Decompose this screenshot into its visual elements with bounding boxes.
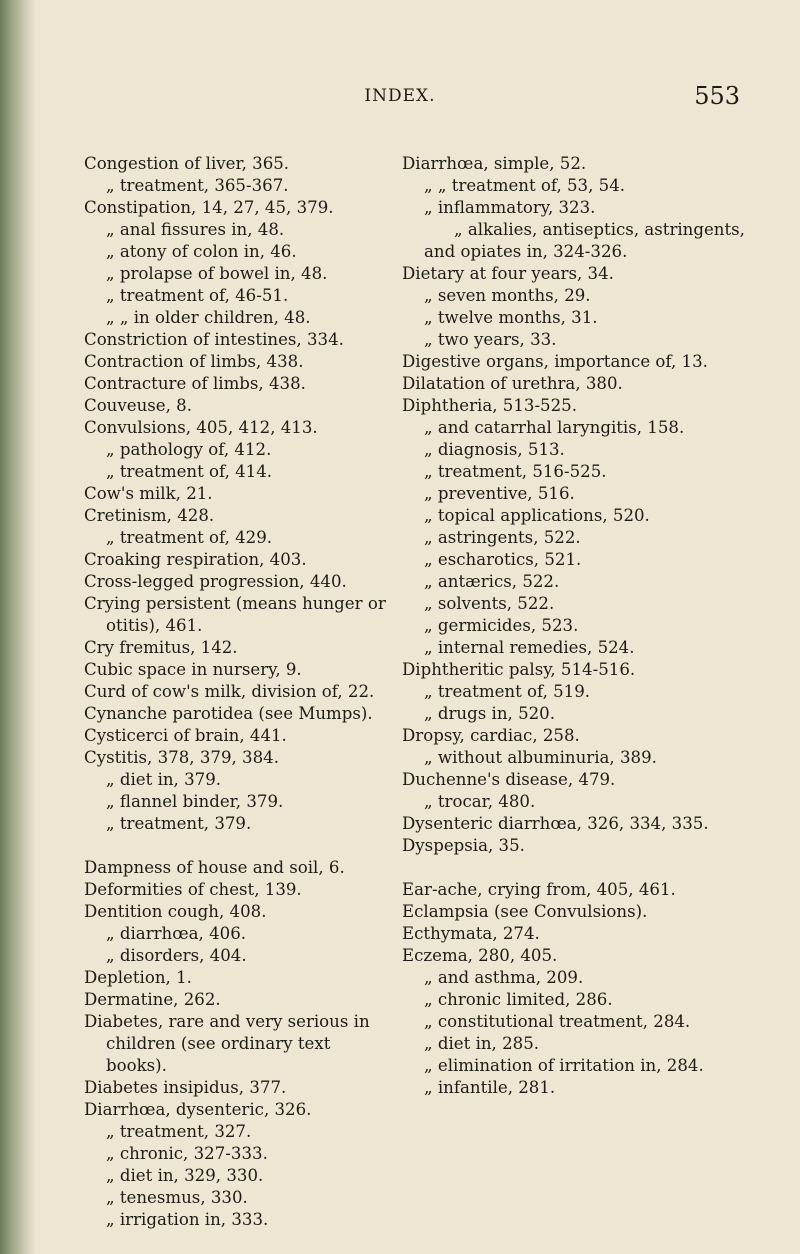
index-entry: „ irrigation in, 333.: [106, 1210, 269, 1229]
index-entry: Eczema, 280, 405.: [402, 946, 558, 965]
index-entry: Croaking respiration, 403.: [84, 550, 307, 569]
index-entry: Crying persistent (means hunger or otitis), 461.: [84, 594, 386, 635]
index-entry: „ diet in, 285.: [424, 1034, 540, 1053]
index-entry: „ chronic limited, 286.: [424, 990, 613, 1009]
index-entry: Ear-ache, crying from, 405, 461.: [402, 880, 676, 899]
index-entry: „ „ in older children, 48.: [106, 308, 311, 327]
index-entry: „ astringents, 522.: [424, 528, 581, 547]
index-entry: „ seven months, 29.: [424, 286, 591, 305]
index-entry: „ trocar, 480.: [424, 792, 536, 811]
index-entry: „ tenesmus, 330.: [106, 1188, 248, 1207]
index-entry: „ treatment of, 46-51.: [106, 286, 289, 305]
index-entry: „ two years, 33.: [424, 330, 557, 349]
index-entry: Congestion of liver, 365.: [84, 154, 290, 173]
index-entry: Dropsy, cardiac, 258.: [402, 726, 580, 745]
index-entry: Diabetes, rare and very serious in children (see ordinary text books).: [84, 1012, 370, 1075]
index-entry: „ preventive, 516.: [424, 484, 575, 503]
index-entry: Cysticerci of brain, 441.: [84, 726, 287, 745]
index-entry: Cubic space in nursery, 9.: [84, 660, 302, 679]
index-entry: Dysenteric diarrhœa, 326, 334, 335.: [402, 814, 709, 833]
index-entry: „ anal fissures in, 48.: [106, 220, 285, 239]
index-entry: Deformities of chest, 139.: [84, 880, 302, 899]
index-entry: „ twelve months, 31.: [424, 308, 598, 327]
index-entry: Contraction of limbs, 438.: [84, 352, 304, 371]
index-entry: Cystitis, 378, 379, 384.: [84, 748, 279, 767]
index-entry: „ and asthma, 209.: [424, 968, 584, 987]
index-entry: „ chronic, 327-333.: [106, 1144, 268, 1163]
index-entry: „ treatment, 327.: [106, 1122, 252, 1141]
index-entry: „ without albuminuria, 389.: [424, 748, 657, 767]
index-entry: Curd of cow's milk, division of, 22.: [84, 682, 375, 701]
index-entry: „ and catarrhal laryngitis, 158.: [424, 418, 685, 437]
page-number: 553: [694, 82, 740, 110]
book-spine-shadow: [0, 0, 36, 1254]
index-entry: „ diet in, 379.: [106, 770, 222, 789]
index-entry: „ antærics, 522.: [424, 572, 560, 591]
index-entry: Diabetes insipidus, 377.: [84, 1078, 287, 1097]
index-entry: Dampness of house and soil, 6.: [84, 858, 345, 877]
index-entry: Ecthymata, 274.: [402, 924, 540, 943]
index-entry: Dilatation of urethra, 380.: [402, 374, 623, 393]
index-entry: „ alkalies, antiseptics, astringents, and opiates in, 324-326.: [424, 220, 745, 261]
index-entry: Dyspepsia, 35.: [402, 836, 525, 855]
index-entry: „ germicides, 523.: [424, 616, 579, 635]
index-entry: Cross-legged progression, 440.: [84, 572, 347, 591]
index-entry: „ treatment of, 519.: [424, 682, 591, 701]
index-entry: Dietary at four years, 34.: [402, 264, 614, 283]
index-entry: „ prolapse of bowel in, 48.: [106, 264, 328, 283]
index-entry: Digestive organs, importance of, 13.: [402, 352, 708, 371]
index-entry: Dentition cough, 408.: [84, 902, 267, 921]
page-header: [0, 82, 800, 122]
index-entry: Depletion, 1.: [84, 968, 192, 987]
index-entry: „ internal remedies, 524.: [424, 638, 635, 657]
index-entry: „ treatment, 365-367.: [106, 176, 289, 195]
index-entry: Diarrhœa, dysenteric, 326.: [84, 1100, 312, 1119]
index-entry: „ disorders, 404.: [106, 946, 247, 965]
index-entry: Duchenne's disease, 479.: [402, 770, 616, 789]
index-column-right: [402, 153, 760, 1099]
index-entry: „ topical applications, 520.: [424, 506, 650, 525]
index-entry: „ treatment of, 429.: [106, 528, 273, 547]
index-entry: Cretinism, 428.: [84, 506, 215, 525]
index-entry: „ treatment, 516-525.: [424, 462, 607, 481]
index-entry: „ elimination of irritation in, 284.: [424, 1056, 704, 1075]
index-entry: „ treatment, 379.: [106, 814, 252, 833]
index-entry: Eclampsia (see Convulsions).: [402, 902, 648, 921]
index-entry: Contracture of limbs, 438.: [84, 374, 306, 393]
index-entry: „ pathology of, 412.: [106, 440, 272, 459]
index-entry: „ escharotics, 521.: [424, 550, 582, 569]
index-entry: Constriction of intestines, 334.: [84, 330, 344, 349]
index-entry: „ solvents, 522.: [424, 594, 555, 613]
index-entry: „ inflammatory, 323.: [424, 198, 596, 217]
index-entry: „ infantile, 281.: [424, 1078, 556, 1097]
index-entry: Diarrhœa, simple, 52.: [402, 154, 587, 173]
index-entry: Constipation, 14, 27, 45, 379.: [84, 198, 334, 217]
index-entry: Cry fremitus, 142.: [84, 638, 238, 657]
index-entry: Dermatine, 262.: [84, 990, 221, 1009]
index-entry: „ „ treatment of, 53, 54.: [424, 176, 626, 195]
index-column-left: [84, 153, 390, 1231]
index-entry: „ treatment of, 414.: [106, 462, 273, 481]
index-entry: Couveuse, 8.: [84, 396, 192, 415]
index-entry: Diphtheritic palsy, 514-516.: [402, 660, 636, 679]
index-entry: Convulsions, 405, 412, 413.: [84, 418, 318, 437]
index-entry: „ flannel binder, 379.: [106, 792, 284, 811]
index-entry: „ diagnosis, 513.: [424, 440, 565, 459]
index-entry: „ drugs in, 520.: [424, 704, 556, 723]
index-entry: „ diet in, 329, 330.: [106, 1166, 264, 1185]
running-title: INDEX.: [364, 86, 436, 106]
index-entry: „ atony of colon in, 46.: [106, 242, 297, 261]
index-entry: „ diarrhœa, 406.: [106, 924, 247, 943]
index-entry: Cow's milk, 21.: [84, 484, 213, 503]
index-entry: Cynanche parotidea (see Mumps).: [84, 704, 373, 723]
index-entry: „ constitutional treatment, 284.: [424, 1012, 691, 1031]
index-entry: Diphtheria, 513-525.: [402, 396, 578, 415]
